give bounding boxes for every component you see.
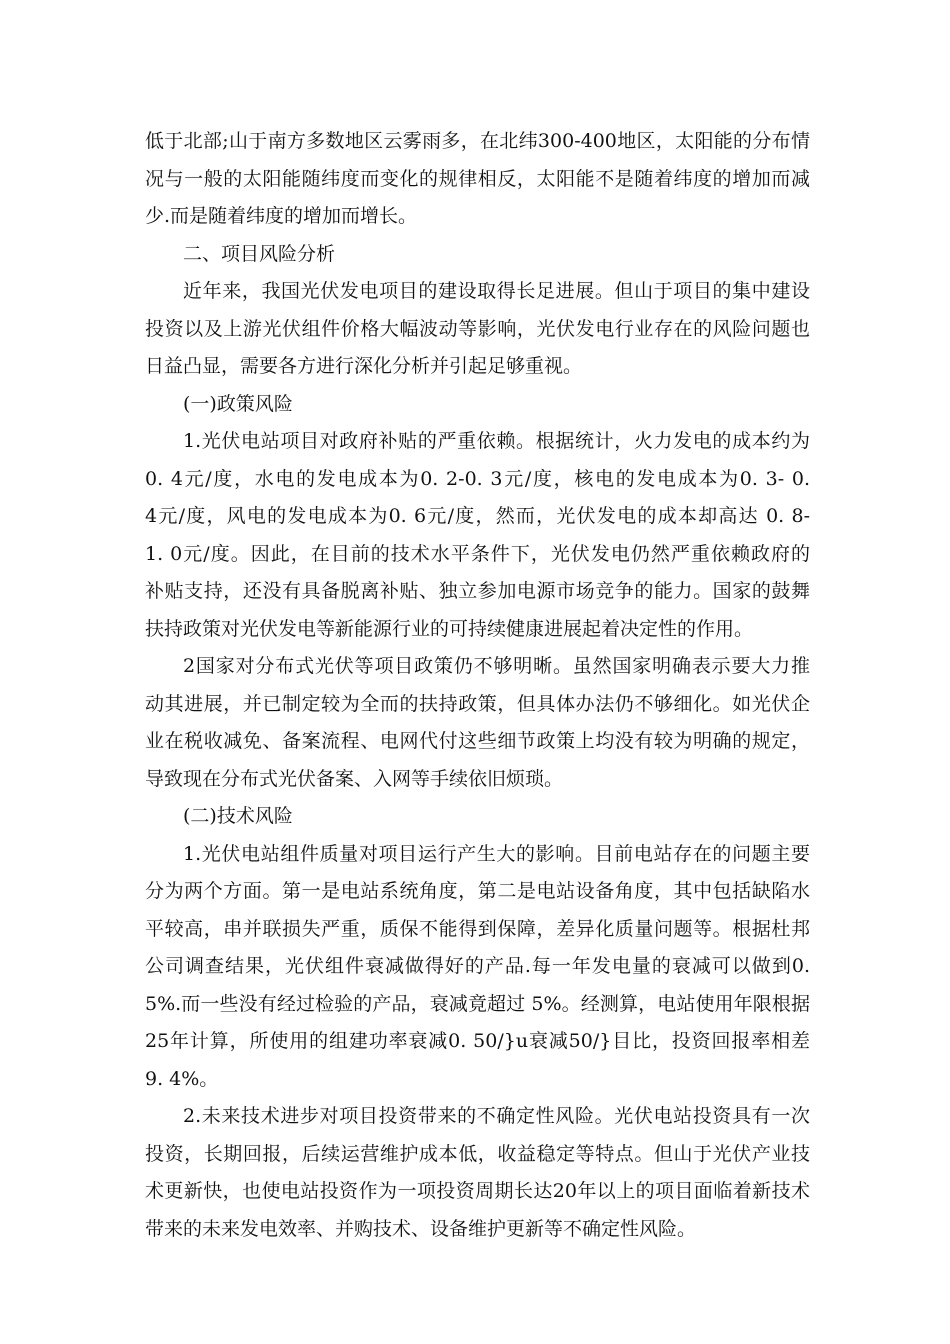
text-line: 近年来，我国光伏发电项目的建设取得长足进展。但山于项目的集中建设 xyxy=(183,280,810,302)
text-line: 动其进展，并已制定较为全而的扶持政策，但具体办法仍不够细化。如光伏企 xyxy=(145,692,810,715)
section-heading: 二、项目风险分析 xyxy=(183,242,336,265)
text-line: 况与一般的太阳能随纬度而变化的规律相反，太阳能不是随着纬度的增加而减 xyxy=(145,167,810,190)
text-line: 分为两个方面。第一是电站系统角度，第二是电站设备角度，其中包括缺陷水 xyxy=(145,880,810,902)
text-line: 少.而是随着纬度的增加而增长。 xyxy=(145,205,418,227)
text-line: 2国家对分布式光伏等项目政策仍不够明晰。虽然国家明确表示要大力推 xyxy=(183,655,810,677)
text-line: 业在税收减免、备案流程、电网代付这些细节政策上均没有较为明确的规定， xyxy=(145,730,810,752)
text-line: 1. 0元/度。因此，在目前的技术水平条件下，光伏发电仍然严重依赖政府的 xyxy=(145,542,810,565)
text-line: 日益凸显，需要各方进行深化分析并引起足够重视。 xyxy=(145,355,583,377)
text-line: 25年计算，所使用的组建功率衰减0. 50/}u衰减50/}目比，投资回报率相差 xyxy=(145,1030,810,1052)
text-line: 1.光伏电站组件质量对项目运行产生大的影响。目前电站存在的问题主要 xyxy=(183,842,810,865)
text-line: 补贴支持，还没有具备脱离补贴、独立参加电源市场竞争的能力。国家的鼓舞 xyxy=(145,580,810,602)
text-line: 平较高，串并联损失严重，质保不能得到保障，差异化质量问题等。根据杜邦 xyxy=(145,917,810,940)
text-line: 带来的未来发电效率、并购技术、设备维护更新等不确定性风险。 xyxy=(145,1217,697,1240)
text-line: 投资，长期回报，后续运营维护成本低，收益稳定等特点。但山于光伏产业技 xyxy=(145,1142,810,1165)
subsection-heading: (一)政策风险 xyxy=(183,392,293,415)
text-line: 1.光伏电站项目对政府补贴的严重依赖。根据统计，火力发电的成本约为 xyxy=(183,430,810,452)
text-line: 术更新快，也使电站投资作为一项投资周期长达20年以上的项目面临着新技术 xyxy=(145,1180,810,1202)
text-line: 低于北部;山于南方多数地区云雾雨多，在北纬300-400地区，太阳能的分布情 xyxy=(145,130,810,152)
text-line: 2.未来技术进步对项目投资带来的不确定性风险。光伏电站投资具有一次 xyxy=(183,1105,810,1127)
text-line: 投资以及上游光伏组件价格大幅波动等影响，光伏发电行业存在的风险问题也 xyxy=(145,317,810,340)
text-line: 公司调查结果，光伏组件衰减做得好的产品.每一年发电量的衰减可以做到0. xyxy=(145,955,810,977)
text-line: 4元/度，风电的发电成本为0. 6元/度，然而，光伏发电的成本却高达 0. 8- xyxy=(145,505,810,527)
text-line: 9. 4%。 xyxy=(145,1067,219,1090)
text-line: 扶持政策对光伏发电等新能源行业的可持续健康进展起着决定性的作用。 xyxy=(145,617,754,640)
text-line: 5%.而一些没有经过检验的产品，衰减竟超过 5%。经测算，电站使用年限根据 xyxy=(145,992,810,1015)
body-text xyxy=(145,123,810,1248)
text-line: 导致现在分布式光伏备案、入网等手续依旧烦琐。 xyxy=(145,767,564,790)
text-line: 0. 4元/度，水电的发电成本为0. 2-0. 3元/度，核电的发电成本为0. 3- 0. xyxy=(145,467,810,490)
subsection-heading: (二)技术风险 xyxy=(183,805,293,827)
